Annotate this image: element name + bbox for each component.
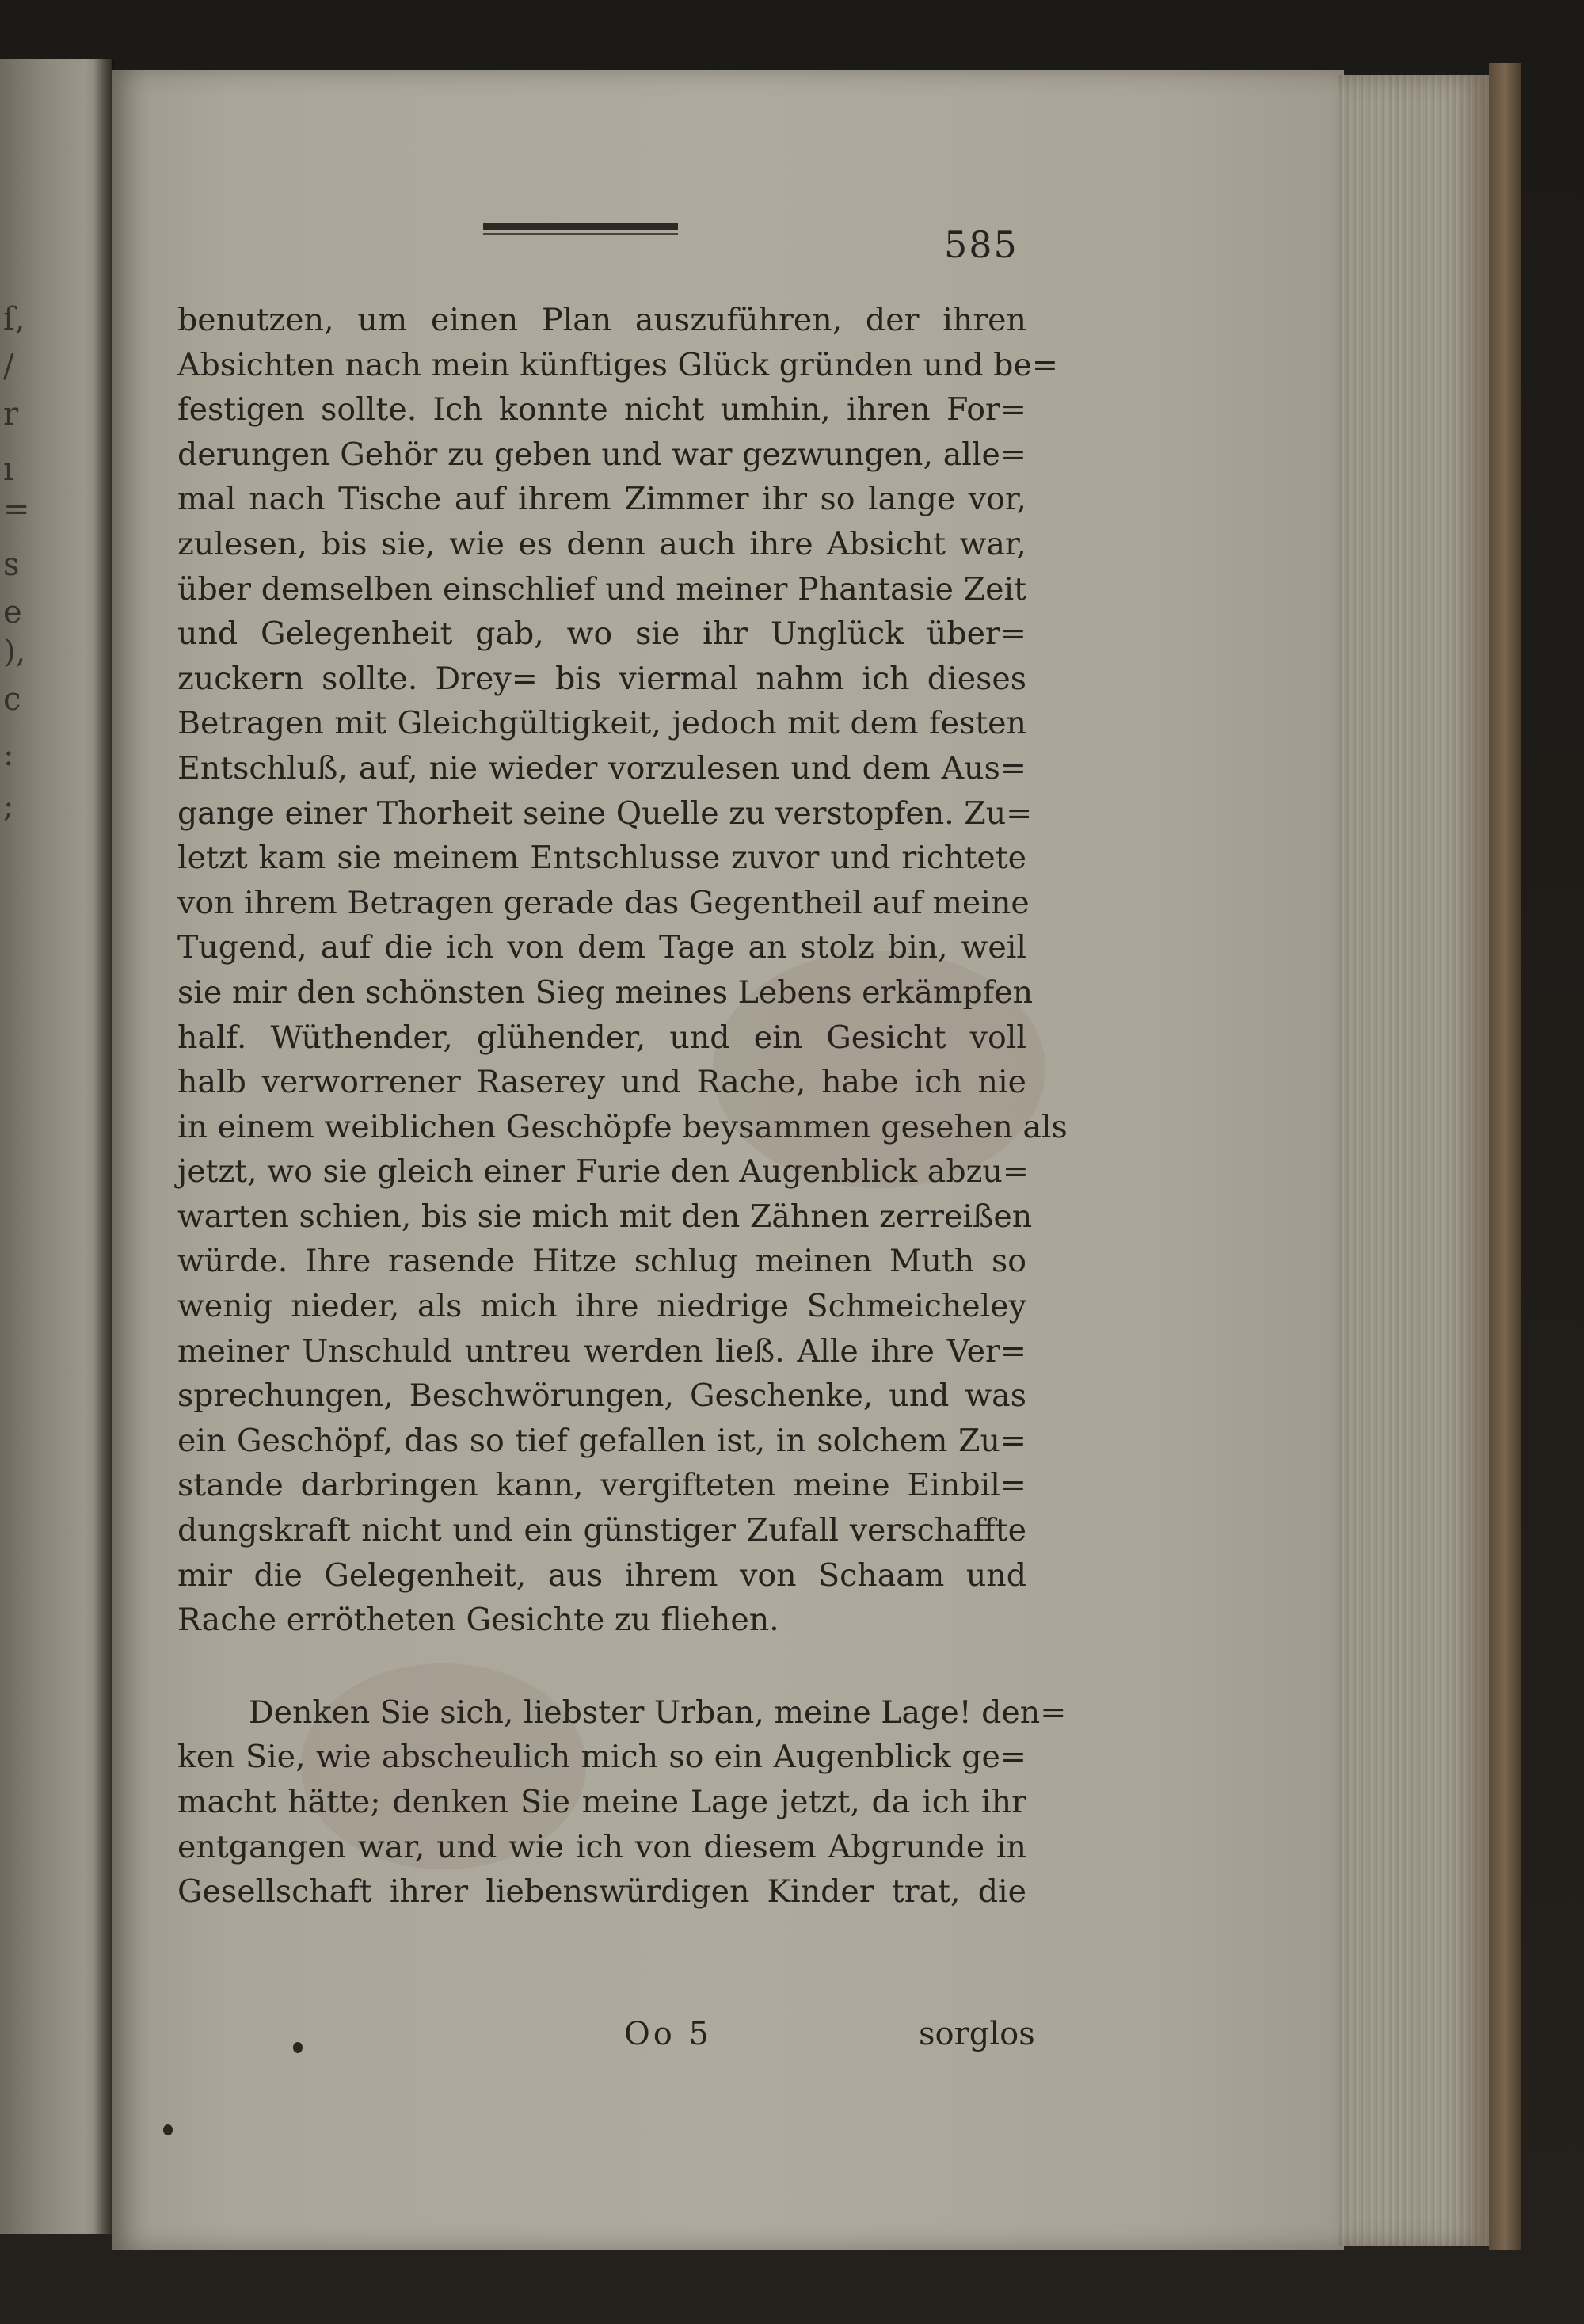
margin-mark: ; [3,788,14,825]
paragraph-continuation [177,1735,1026,1914]
text-line: half. Wüthender, glühender, und ein Gesicht voll [177,1019,1026,1056]
text-line: wenig nieder, als mich ihre niedrige Schmeicheley [177,1288,1026,1325]
text-line: festigen sollte. Ich konnte nicht umhin, ihren For= [177,391,1026,429]
text-line: gange einer Thorheit seine Quelle zu verstopfen. Zu= [177,794,1033,832]
text-line: zuckern sollte. Drey= bis viermal nahm ich dieses [177,660,1026,697]
ink-speck [293,2042,303,2053]
header-rule [483,223,678,230]
text-line: sprechungen, Beschwörungen, Geschenke, und was [177,1377,1026,1415]
margin-mark: e [3,594,22,631]
text-line: Denken Sie sich, liebster Urban, meine Lage! den= [249,1693,1067,1731]
text-line: würde. Ihre rasende Hitze schlug meinen Muth so [177,1243,1026,1280]
text-line: mal nach Tische auf ihrem Zimmer ihr so lange vor, [177,481,1026,518]
book-gutter [93,59,114,2234]
text-line: zulesen, bis sie, wie es denn auch ihre Absicht war, [177,525,1026,562]
text-line: macht hätte; denken Sie meine Lage jetzt, da ich ihr [177,1784,1026,1820]
text-line: stande darbringen kann, vergifteten meine Einbil= [177,1467,1026,1504]
text-line: benutzen, um einen Plan auszuführen, der ihren [177,302,1026,338]
text-line: ein Geschöpf, das so tief gefallen ist, in solchem Zu= [177,1422,1026,1459]
paragraph [177,1690,1067,1735]
margin-mark: / [3,349,14,385]
body-text [177,298,1068,1914]
margin-mark: ı [3,451,13,488]
margin-mark: r [3,396,19,432]
text-line: sie mir den schönsten Sieg meines Lebens erkämpfen [177,973,1034,1011]
margin-mark: s [3,547,20,583]
text-line: Absichten nach mein künftiges Glück gründen und be= [177,346,1058,383]
margin-mark: ſ, [3,301,25,337]
paragraph [177,298,1068,1643]
signature-mark: Oo 5 [624,2016,713,2052]
text-line: meiner Unschuld untreu werden ließ. Alle ihre Ver= [177,1332,1026,1370]
text-line: entgangen war, und wie ich von diesem Abgrunde in [177,1828,1026,1865]
text-line: letzt kam sie meinem Entschlusse zuvor und richtete [177,840,1026,877]
text-line: jetzt, wo sie gleich einer Furie den Augenblick abzu= [177,1153,1029,1191]
text-line: dungskraft nicht und ein günstiger Zufall verschaffte [177,1512,1026,1549]
text-line: Tugend, auf die ich von dem Tage an stolz bin, weil [177,929,1026,966]
text-line: in einem weiblichen Geschöpfe beysammen gesehen als [177,1108,1068,1145]
text-line: von ihrem Betragen gerade das Gegentheil auf meine [177,884,1030,921]
text-line: Rache errötheten Gesichte zu fliehen. [177,1602,779,1639]
paragraph-gap [177,1643,1026,1690]
text-line: Betragen mit Gleichgültigkeit, jedoch mit dem festen [177,705,1026,742]
text-line: halb verworrener Raserey und Rache, habe ich nie [177,1064,1026,1101]
text-line: und Gelegenheit gab, wo sie ihr Unglück über= [177,615,1026,653]
ink-speck [163,2124,173,2135]
catchword: sorglos [919,2016,1035,2052]
page-edges-stack [1338,75,1497,2246]
text-line: ken Sie, wie abscheulich mich so ein Augenblick ge= [177,1739,1026,1776]
text-line: Gesellschaft ihrer liebenswürdigen Kinder trat, die [177,1873,1026,1911]
margin-mark: : [3,737,14,773]
text-line: warten schien, bis sie mich mit den Zähnen zerreißen [177,1198,1033,1235]
margin-mark: = [3,491,30,528]
margin-mark: ), [3,634,26,670]
page-number: 585 [944,223,1019,266]
header-rule-thin [483,233,678,235]
text-line: mir die Gelegenheit, aus ihrem von Schaam und [177,1556,1026,1594]
text-line: derungen Gehör zu geben und war gezwungen, alle= [177,436,1026,473]
margin-mark: c [3,681,21,718]
text-line: Entschluß, auf, nie wieder vorzulesen und dem Aus= [177,749,1026,787]
book-cover-edge [1489,63,1521,2250]
text-line: über demselben einschlief und meiner Phantasie Zeit [177,570,1026,608]
